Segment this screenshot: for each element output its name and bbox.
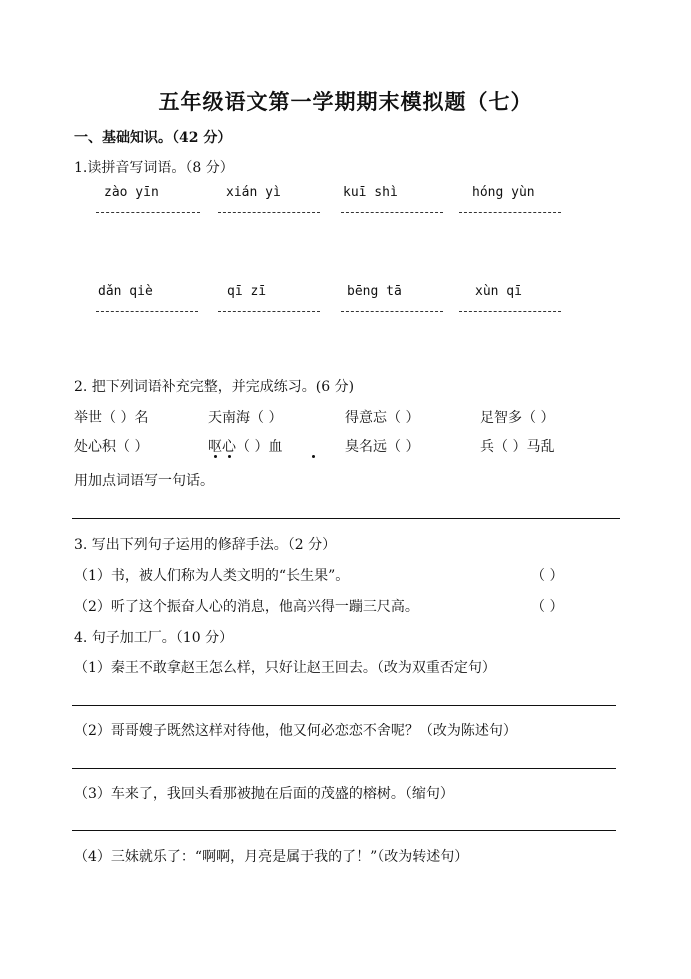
answer-line[interactable] [218, 212, 320, 213]
answer-line[interactable] [96, 212, 200, 213]
answer-line[interactable] [459, 311, 561, 312]
idiom-blank[interactable]: 得意忘（ ） [345, 410, 420, 426]
answer-line[interactable] [72, 768, 616, 769]
emphasis-dot [214, 455, 217, 458]
q3-item-1: （1）书，被人们称为人类文明的“长生果”。 [74, 568, 350, 584]
q4-item-4: （4）三妹就乐了：“啊啊，月亮是属于我的了！”（改为转述句） [74, 849, 469, 865]
answer-line[interactable] [341, 311, 443, 312]
q4-item-3: （3）车来了，我回头看那被抛在后面的茂盛的榕树。（缩句） [74, 786, 454, 802]
q3-prompt: 3. 写出下列句子运用的修辞手法。（2 分） [74, 537, 337, 553]
pinyin-qizi: qī zī [227, 284, 267, 299]
pinyin-danqie: dǎn qiè [98, 284, 153, 299]
q2-prompt: 2. 把下列词语补充完整，并完成练习。(6 分) [74, 379, 355, 395]
idiom-blank[interactable]: 举世（ ）名 [74, 410, 149, 426]
idiom-blank[interactable]: 天南海（ ） [208, 410, 283, 426]
idiom-blank[interactable]: 足智多（ ） [480, 410, 555, 426]
pinyin-hongyun: hóng yùn [472, 185, 535, 200]
answer-line[interactable] [459, 212, 561, 213]
pinyin-bengta: bēng tā [347, 284, 402, 299]
pinyin-kuishi: kuī shì [343, 185, 398, 200]
idiom-blank[interactable]: 臭名远（ ） [345, 439, 420, 455]
pinyin-zaoyin: zào yīn [104, 185, 159, 200]
answer-line[interactable] [341, 212, 443, 213]
idiom-blank[interactable]: 兵（ ）马乱 [480, 439, 555, 455]
q3-answer-blank-2[interactable]: （ ） [531, 599, 564, 615]
q4-item-1: （1）秦王不敢拿赵王怎么样，只好让赵王回去。（改为双重否定句） [74, 660, 496, 676]
idiom-blank[interactable]: 处心积（ ） [74, 439, 149, 455]
q3-answer-blank-1[interactable]: （ ） [531, 568, 564, 584]
pinyin-xunqi: xùn qī [475, 284, 522, 299]
q4-prompt: 4. 句子加工厂。（10 分） [74, 630, 234, 646]
answer-line[interactable] [72, 518, 620, 519]
answer-line[interactable] [72, 830, 616, 831]
q1-prompt: 1.读拼音写词语。（8 分） [74, 160, 234, 176]
emphasis-dot [312, 455, 315, 458]
answer-line[interactable] [96, 311, 198, 312]
q4-item-2: （2）哥哥嫂子既然这样对待他，他又何必恋恋不舍呢？（改为陈述句） [74, 723, 517, 739]
answer-line[interactable] [218, 311, 320, 312]
answer-line[interactable] [72, 705, 616, 706]
q3-item-2: （2）听了这个振奋人心的消息，他高兴得一蹦三尺高。 [74, 599, 419, 615]
q2-instruction: 用加点词语写一句话。 [74, 473, 214, 489]
pinyin-xianyi: xián yì [226, 185, 281, 200]
page-title: 五年级语文第一学期期末模拟题（七） [158, 89, 533, 114]
section-heading-basic-knowledge: 一、基础知识。（42 分） [74, 130, 232, 146]
emphasis-dot [228, 455, 231, 458]
idiom-blank[interactable]: 呕心（ ）血 [208, 439, 283, 455]
